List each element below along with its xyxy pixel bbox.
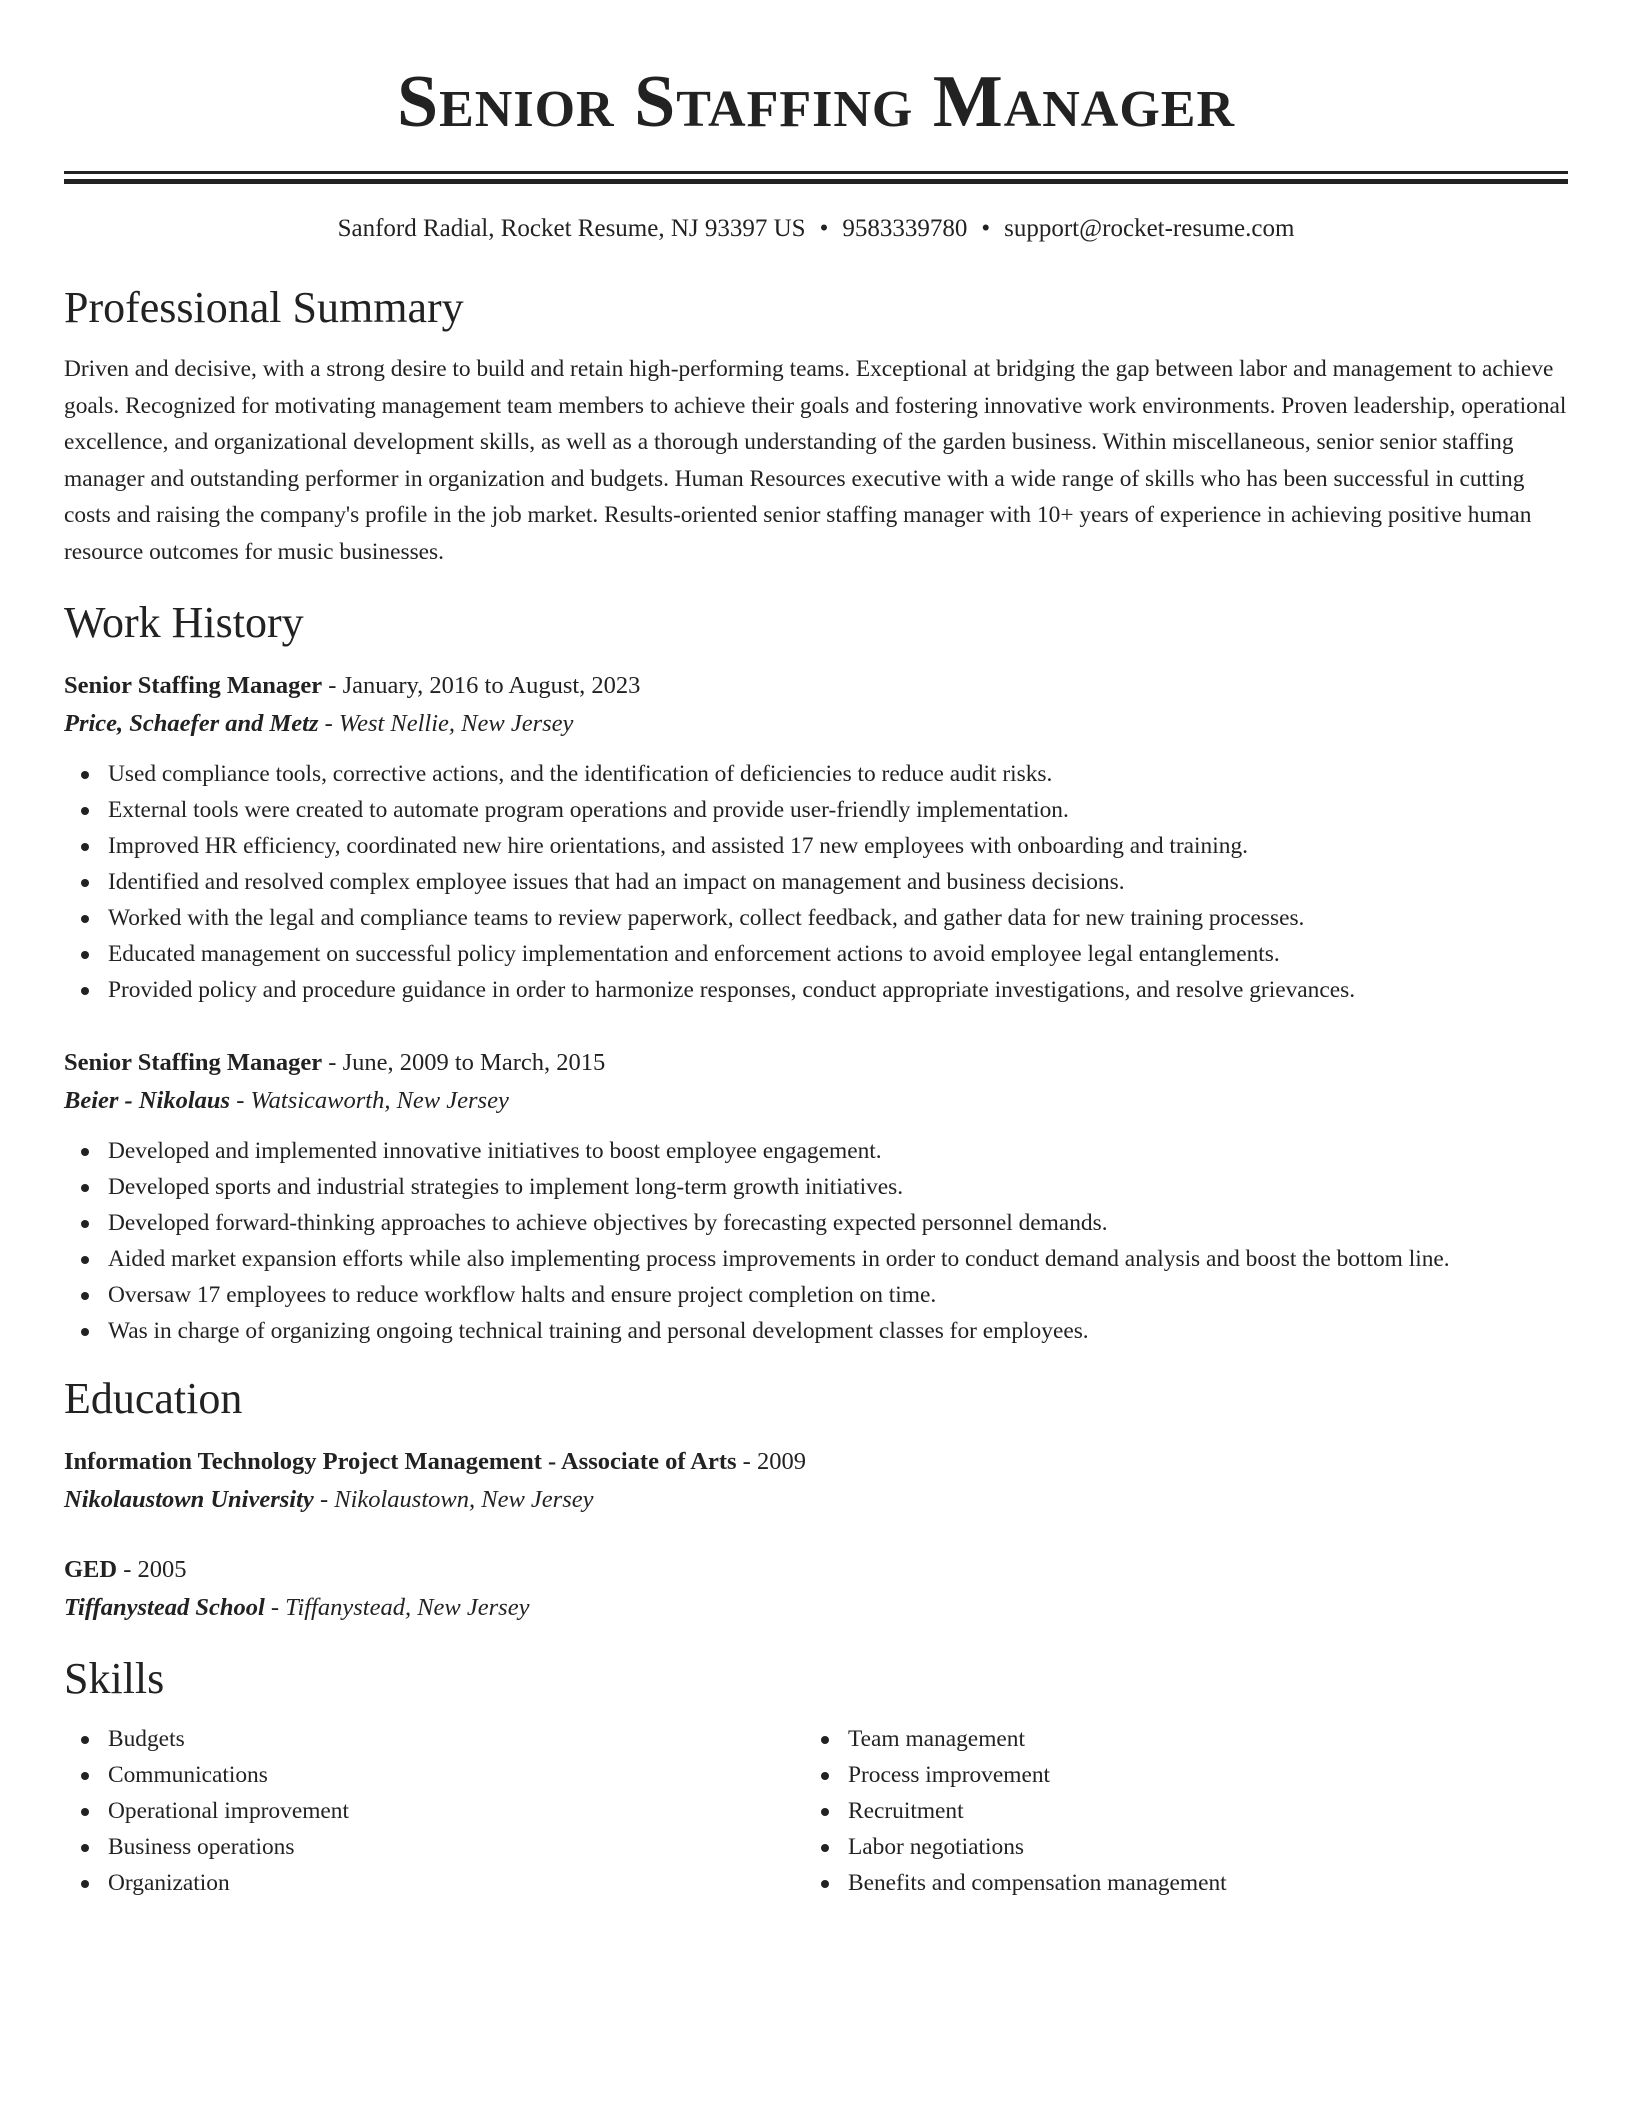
list-item: Developed and implemented innovative initiatives to boost employee engagement.	[64, 1133, 1568, 1169]
section-heading-skills: Skills	[64, 1653, 165, 1703]
list-item: Improved HR efficiency, coordinated new hire orientations, and assisted 17 new employees with onboarding and training.	[64, 828, 1568, 864]
skill-item: Team management	[804, 1721, 1544, 1757]
education-section	[64, 1373, 1568, 1627]
list-item: Aided market expansion efforts while also implementing process improvements in order to conduct demand analysis and boost the bottom line.	[64, 1241, 1568, 1277]
list-item: Oversaw 17 employees to reduce workflow halts and ensure project completion on time.	[64, 1277, 1568, 1313]
job-title: Senior Staffing Manager	[64, 671, 323, 699]
summary-section	[64, 282, 1568, 571]
education-location: - Nikolaustown, New Jersey	[313, 1485, 594, 1513]
job-employer	[64, 705, 1568, 743]
contact-line	[64, 212, 1568, 246]
skills-section	[64, 1653, 1568, 1901]
skill-item: Business operations	[64, 1829, 804, 1865]
job-location: - Watsicaworth, New Jersey	[230, 1086, 509, 1114]
section-heading-education: Education	[64, 1373, 243, 1423]
skill-item: Budgets	[64, 1721, 804, 1757]
job-employer	[64, 1082, 1568, 1120]
education-year: - 2005	[117, 1555, 187, 1583]
skill-item: Process improvement	[804, 1757, 1544, 1793]
skill-item: Communications	[64, 1757, 804, 1793]
contact-separator: •	[819, 215, 829, 242]
list-item: Developed sports and industrial strategies to implement long-term growth initiatives.	[64, 1169, 1568, 1205]
skills-column-left	[64, 1721, 804, 1901]
job-bullets	[64, 1133, 1568, 1349]
job-dates: - June, 2009 to March, 2015	[322, 1048, 606, 1076]
job-title: Senior Staffing Manager	[64, 1048, 323, 1076]
job-bullets	[64, 756, 1568, 1008]
list-item: External tools were created to automate program operations and provide user-friendly implementation.	[64, 792, 1568, 828]
education-degree: Information Technology Project Management - Associate of Arts	[64, 1447, 737, 1475]
education-entry	[64, 1551, 1568, 1627]
skills-grid	[64, 1721, 1568, 1901]
job-company: Price, Schaefer and Metz	[64, 709, 319, 737]
section-heading-work-history: Work History	[64, 597, 304, 647]
education-school: Tiffanystead School	[64, 1593, 265, 1621]
education-entry	[64, 1443, 1568, 1519]
section-heading-summary: Professional Summary	[64, 283, 464, 332]
job-entry	[64, 667, 1568, 1008]
contact-email: support@rocket-resume.com	[1004, 215, 1295, 242]
education-school-line	[64, 1589, 1568, 1627]
job-header	[64, 1044, 1568, 1082]
summary-text: Driven and decisive, with a strong desire to build and retain high-performing teams. Exceptional at bridging the gap between labor and management to achieve goals. Recognized for motivating management team members to achieve their goals and fostering innovative work environments. Proven leadership, operational excellence, and organizational development skills, as well as a thorough understanding of the garden business. Within miscellaneous, senior senior staffing manager and outstanding performer in organization and budgets. Human Resources executive with a wide range of skills who has been successful in cutting costs and raising the company's profile in the job market. Results-oriented senior staffing manager with 10+ years of experience in achieving positive human resource outcomes for music businesses.	[64, 356, 1567, 565]
education-year: - 2009	[736, 1447, 806, 1475]
page-title: Senior Staffing Manager	[396, 61, 1236, 143]
education-school: Nikolaustown University	[64, 1485, 314, 1513]
skill-item: Organization	[64, 1865, 804, 1901]
contact-separator: •	[981, 215, 991, 242]
education-school-line	[64, 1481, 1568, 1519]
list-item: Was in charge of organizing ongoing technical training and personal development classes for employees.	[64, 1313, 1568, 1349]
education-header	[64, 1551, 1568, 1589]
list-item: Used compliance tools, corrective actions, and the identification of deficiencies to reduce audit risks.	[64, 756, 1568, 792]
job-entry	[64, 1044, 1568, 1349]
title-divider	[64, 171, 1568, 184]
skill-item: Recruitment	[804, 1793, 1544, 1829]
work-history-section	[64, 597, 1568, 1349]
education-location: - Tiffanystead, New Jersey	[264, 1593, 530, 1621]
list-item: Worked with the legal and compliance teams to review paperwork, collect feedback, and gather data for new training processes.	[64, 900, 1568, 936]
job-dates: - January, 2016 to August, 2023	[322, 671, 641, 699]
job-header	[64, 667, 1568, 705]
list-item: Identified and resolved complex employee issues that had an impact on management and business decisions.	[64, 864, 1568, 900]
education-degree: GED	[64, 1555, 118, 1583]
job-company: Beier - Nikolaus	[64, 1086, 231, 1114]
list-item: Provided policy and procedure guidance in order to harmonize responses, conduct appropriate investigations, and resolve grievances.	[64, 972, 1568, 1008]
list-item: Developed forward-thinking approaches to achieve objectives by forecasting expected personnel demands.	[64, 1205, 1568, 1241]
job-location: - West Nellie, New Jersey	[318, 709, 574, 737]
contact-phone: 9583339780	[842, 215, 968, 242]
skill-item: Benefits and compensation management	[804, 1865, 1544, 1901]
skill-item: Labor negotiations	[804, 1829, 1544, 1865]
skills-column-right	[804, 1721, 1544, 1901]
education-header	[64, 1443, 1568, 1481]
contact-address: Sanford Radial, Rocket Resume, NJ 93397 US	[337, 215, 806, 242]
skill-item: Operational improvement	[64, 1793, 804, 1829]
list-item: Educated management on successful policy implementation and enforcement actions to avoid employee legal entanglements.	[64, 936, 1568, 972]
